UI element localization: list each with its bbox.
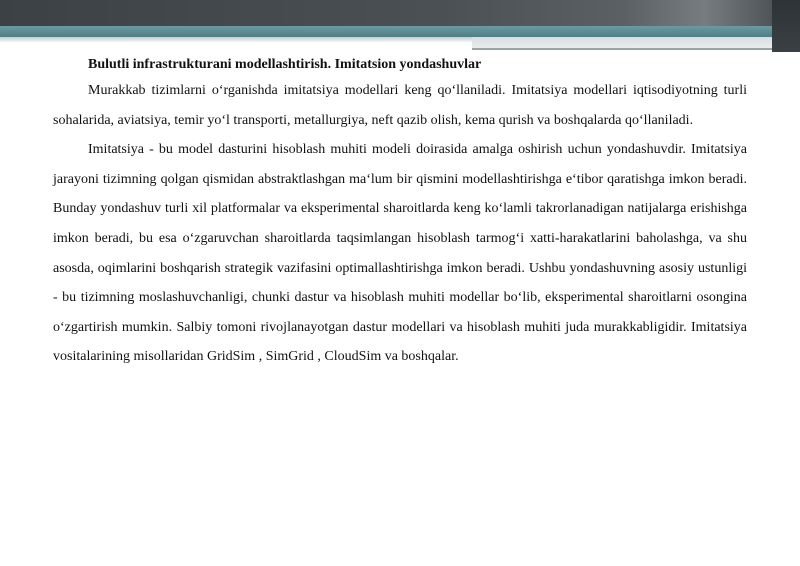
document-body: [53, 54, 747, 372]
paragraph-1: Murakkab tizimlarni oʻrganishda imitatsiya modellari keng qoʻllaniladi. Imitatsiya modellari iqtisodiyotning turli sohalarida, aviatsiya, temir yoʻl transporti, metallurgiya, neft qazib olish, kema qurish va boshqalarda qoʻllaniladi.: [53, 83, 747, 128]
header-corner-block: [772, 0, 800, 52]
document-title: Bulutli infrastrukturani modellashtirish. Imitatsion yondashuvlar: [88, 57, 482, 72]
paragraph-2: Imitatsiya - bu model dasturini hisoblash muhiti modeli doirasida amalga oshirish uchun yondashuvdir. Imitatsiya jarayoni tizimning qolgan qismidan abstraktlashgan maʻlum bir qismini modellashtirishga eʻtibor qaratishga imkon beradi. Bunday yondashuv turli xil platformalar va eksperimental sharoitlarda keng koʻlamli takrorlanadigan natijalarga erishishga imkon beradi, bu esa oʻzgaruvchan sharoitlarda taqsimlangan hisoblash tarmogʻi xatti-harakatlarini baholashga, va shu asosda, oqimlarini boshqarish strategik vazifasini optimallashtirishga imkon beradi. Ushbu yondashuvning asosiy ustunligi - bu tizimning moslashuvchanligi, chunki dastur va hisoblash muhiti modellar boʻlib, eksperimental sharoitlarni osongina oʻzgartirish mumkin. Salbiy tomoni rivojlanayotgan dastur modellari va hisoblash muhiti juda murakkabligidir. Imitatsiya vositalarining misollaridan GridSim , SimGrid , CloudSim va boshqalar.: [53, 142, 747, 365]
header-banner: [0, 0, 800, 52]
header-right-line: [472, 48, 772, 50]
header-teal-band: [0, 26, 800, 37]
header-dark-band: [0, 0, 800, 26]
